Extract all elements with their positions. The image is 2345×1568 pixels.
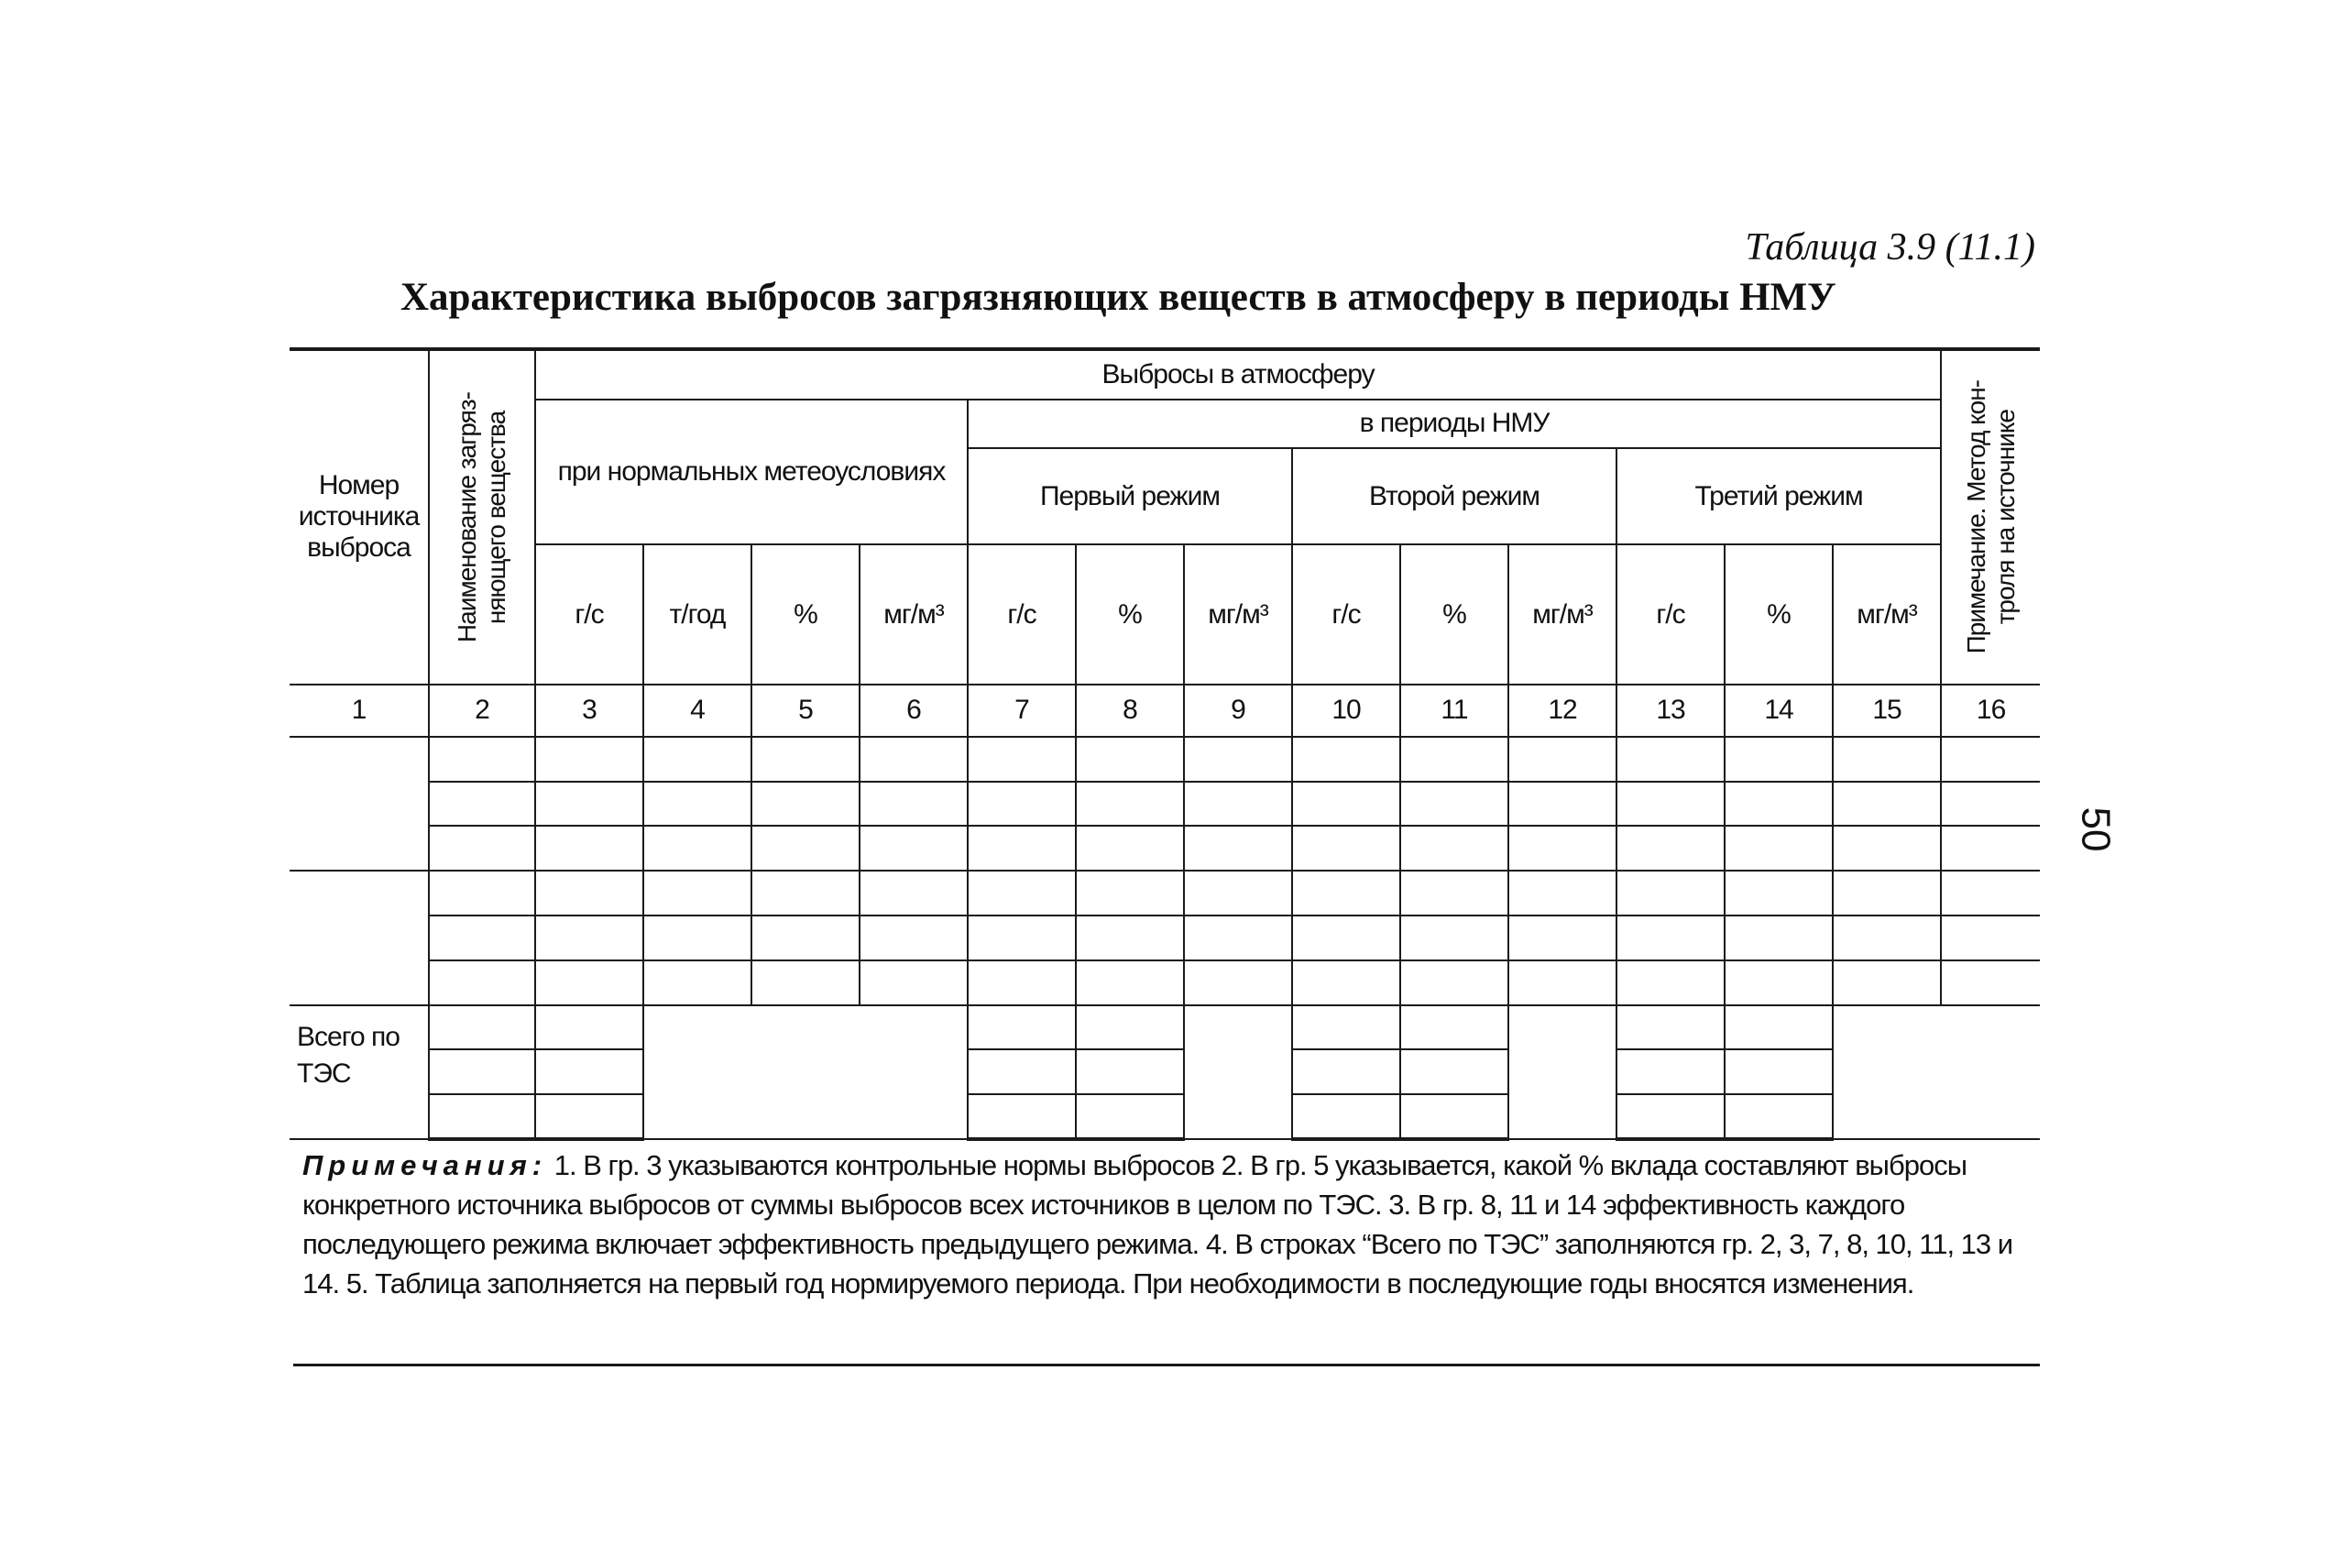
- unit-pct: %: [1725, 544, 1833, 684]
- table-cell: [1184, 737, 1292, 782]
- emissions-table: [290, 347, 2040, 1141]
- header-emissions: Выбросы в атмосферу: [535, 349, 1941, 400]
- column-number: 13: [1616, 685, 1725, 737]
- table-cell: [751, 782, 860, 827]
- blank-area: [1508, 1005, 1616, 1139]
- table-cell: [1076, 1094, 1184, 1139]
- table-cell: [1076, 960, 1184, 1005]
- column-number: 14: [1725, 685, 1833, 737]
- table-cell: [1725, 1094, 1833, 1139]
- table-cell: [968, 871, 1076, 916]
- table-cell: [968, 826, 1076, 871]
- table-cell: [1616, 871, 1725, 916]
- table-cell: [1076, 737, 1184, 782]
- table-cell: [1184, 960, 1292, 1005]
- table-cell: [751, 737, 860, 782]
- table-cell: [1400, 782, 1508, 827]
- table-cell: [1400, 1049, 1508, 1094]
- table-row: [290, 916, 2040, 960]
- table-cell: [429, 960, 535, 1005]
- table-cell: [643, 737, 751, 782]
- table-cell: [968, 782, 1076, 827]
- table-cell: [1184, 782, 1292, 827]
- table-cell: [429, 737, 535, 782]
- column-number: 3: [535, 685, 643, 737]
- table-cell: [429, 1094, 535, 1139]
- table-row: [290, 871, 2040, 916]
- table-cell: [429, 1005, 535, 1050]
- column-number: 1: [290, 685, 429, 737]
- column-number: 4: [643, 685, 751, 737]
- column-number: 11: [1400, 685, 1508, 737]
- table-cell: [1076, 782, 1184, 827]
- table-cell: [1725, 826, 1833, 871]
- table-cell: [535, 871, 643, 916]
- table-row: [290, 960, 2040, 1005]
- table-cell: [1292, 782, 1400, 827]
- table-cell: [1941, 960, 2040, 1005]
- table-cell: [535, 916, 643, 960]
- column-number: 15: [1833, 685, 1941, 737]
- table-cell: [643, 782, 751, 827]
- table-cell: [1616, 1049, 1725, 1094]
- blank-area: [643, 1005, 968, 1139]
- table-cell: [968, 1049, 1076, 1094]
- table-cell: [1292, 1094, 1400, 1139]
- unit-gs: г/с: [1616, 544, 1725, 684]
- table-cell: [1725, 1049, 1833, 1094]
- page-number: 50: [2073, 806, 2119, 852]
- column-number: 10: [1292, 685, 1400, 737]
- table-cell: [1616, 960, 1725, 1005]
- table-cell: [1616, 782, 1725, 827]
- table-cell: [1941, 737, 2040, 782]
- table-cell: [535, 1005, 643, 1050]
- table-row: [290, 782, 2040, 827]
- unit-gs: г/с: [535, 544, 643, 684]
- table-row: [290, 737, 2040, 782]
- total-row: [290, 1049, 2040, 1094]
- table-cell: [1184, 916, 1292, 960]
- table-cell: [1508, 871, 1616, 916]
- table-title: Характеристика выбросов загрязняющих веществ в атмосферу в периоды НМУ: [400, 276, 1836, 319]
- table-cell: [860, 826, 968, 871]
- total-label: Всего по ТЭС: [290, 1005, 429, 1139]
- unit-pct: %: [751, 544, 860, 684]
- table-cell: [1400, 737, 1508, 782]
- column-number: 16: [1941, 685, 2040, 737]
- table-cell: [1508, 737, 1616, 782]
- table-cell: [1508, 826, 1616, 871]
- table-cell: [1833, 871, 1941, 916]
- header-mode-2: Второй режим: [1292, 448, 1616, 545]
- column-number: 8: [1076, 685, 1184, 737]
- header-normal-conditions: при нормальных метеоусловиях: [535, 400, 968, 545]
- header-nmu-periods: в периоды НМУ: [968, 400, 1941, 448]
- table-cell: [643, 916, 751, 960]
- table-cell: [860, 782, 968, 827]
- table-cell: [1184, 826, 1292, 871]
- table-cell: [968, 960, 1076, 1005]
- table-cell: [1833, 960, 1941, 1005]
- table-cell: [535, 737, 643, 782]
- table-cell: [1508, 960, 1616, 1005]
- table-cell: [751, 960, 860, 1005]
- table-number-label: Таблица 3.9 (11.1): [1745, 226, 2035, 269]
- table-cell: [1725, 871, 1833, 916]
- table-cell: [1184, 871, 1292, 916]
- table-cell: [968, 737, 1076, 782]
- table-cell: [1508, 916, 1616, 960]
- table-cell: [535, 782, 643, 827]
- table-cell: [1833, 737, 1941, 782]
- table-cell: [1292, 826, 1400, 871]
- table-cell: [1833, 782, 1941, 827]
- unit-mgm3: мг/м³: [1833, 544, 1941, 684]
- table-cell: [535, 1094, 643, 1139]
- total-row: [290, 1005, 2040, 1050]
- unit-gs: г/с: [968, 544, 1076, 684]
- table-cell: [1508, 782, 1616, 827]
- table-cell: [1400, 826, 1508, 871]
- table-cell: [860, 960, 968, 1005]
- unit-tyear: т/год: [643, 544, 751, 684]
- unit-mgm3: мг/м³: [1508, 544, 1616, 684]
- header-mode-3: Третий режим: [1616, 448, 1941, 545]
- source-number-cell: [290, 737, 429, 871]
- source-number-cell: [290, 871, 429, 1004]
- unit-pct: %: [1076, 544, 1184, 684]
- table-cell: [1725, 737, 1833, 782]
- header-source-number: Номер источника выброса: [290, 349, 429, 685]
- table-cell: [1725, 960, 1833, 1005]
- column-number: 7: [968, 685, 1076, 737]
- table-cell: [1833, 916, 1941, 960]
- table-cell: [1292, 916, 1400, 960]
- table-cell: [429, 1049, 535, 1094]
- table-cell: [1616, 737, 1725, 782]
- table-cell: [860, 916, 968, 960]
- table-cell: [1076, 1005, 1184, 1050]
- table-cell: [1941, 782, 2040, 827]
- table-cell: [1292, 871, 1400, 916]
- table-cell: [1725, 1005, 1833, 1050]
- table-cell: [1616, 916, 1725, 960]
- table-cell: [429, 916, 535, 960]
- table-cell: [429, 871, 535, 916]
- table-cell: [643, 960, 751, 1005]
- table-cell: [535, 826, 643, 871]
- table-cell: [1400, 916, 1508, 960]
- header-note-method: Примечание. Метод кон- троля на источнике: [1941, 349, 2040, 685]
- table-cell: [1400, 871, 1508, 916]
- total-row: [290, 1094, 2040, 1139]
- unit-mgm3: мг/м³: [860, 544, 968, 684]
- column-number: 9: [1184, 685, 1292, 737]
- table-cell: [1725, 782, 1833, 827]
- table-cell: [751, 916, 860, 960]
- table-cell: [429, 826, 535, 871]
- table-cell: [1400, 960, 1508, 1005]
- table-cell: [1292, 960, 1400, 1005]
- notes-body: 1. В гр. 3 указываются контрольные нормы выбросов 2. В гр. 5 указывается, какой % вклада составляют выбросы конкретного источника выбросов от суммы выбросов всех источников в целом по ТЭС. 3. В гр. 8, 11 и 14 эффективность каждого последующего режима включает эффективность предыдущего режима. 4. В строках “Всего по ТЭС” заполняются гр. 2, 3, 7, 8, 10, 11, 13 и 14. 5. Таблица заполняется на первый год нормируемого периода. При необходимости в последующие годы вносятся изменения.: [302, 1149, 2013, 1299]
- table-cell: [643, 826, 751, 871]
- table-cell: [1616, 1005, 1725, 1050]
- blank-area: [1184, 1005, 1292, 1139]
- table-cell: [535, 1049, 643, 1094]
- table-cell: [1941, 871, 2040, 916]
- column-number: 12: [1508, 685, 1616, 737]
- column-number-row: [290, 685, 2040, 737]
- unit-mgm3: мг/м³: [1184, 544, 1292, 684]
- table-cell: [1076, 1049, 1184, 1094]
- table-cell: [968, 1094, 1076, 1139]
- column-number: 2: [429, 685, 535, 737]
- table-cell: [1725, 916, 1833, 960]
- table-cell: [1941, 826, 2040, 871]
- blank-area: [1833, 1005, 2040, 1139]
- table-cell: [1616, 826, 1725, 871]
- table-cell: [1076, 826, 1184, 871]
- notes-heading: Примечания:: [302, 1149, 548, 1181]
- table-cell: [1076, 916, 1184, 960]
- table-cell: [1833, 826, 1941, 871]
- table-cell: [860, 737, 968, 782]
- header-mode-1: Первый режим: [968, 448, 1292, 545]
- bottom-rule: [293, 1364, 2040, 1366]
- table-cell: [535, 960, 643, 1005]
- table-row: [290, 826, 2040, 871]
- table-cell: [1400, 1005, 1508, 1050]
- table-cell: [1292, 1049, 1400, 1094]
- table-cell: [1941, 916, 2040, 960]
- table-cell: [751, 871, 860, 916]
- table-cell: [429, 782, 535, 827]
- table-cell: [1400, 1094, 1508, 1139]
- unit-pct: %: [1400, 544, 1508, 684]
- table-cell: [968, 1005, 1076, 1050]
- column-number: 5: [751, 685, 860, 737]
- table-cell: [1076, 871, 1184, 916]
- unit-gs: г/с: [1292, 544, 1400, 684]
- header-substance-name: Наименование загряз- няющего вещества: [429, 349, 535, 685]
- table-cell: [1292, 737, 1400, 782]
- table-cell: [860, 871, 968, 916]
- table-cell: [1616, 1094, 1725, 1139]
- table-cell: [751, 826, 860, 871]
- table-cell: [1292, 1005, 1400, 1050]
- table-cell: [968, 916, 1076, 960]
- notes: [302, 1146, 2034, 1303]
- column-number: 6: [860, 685, 968, 737]
- table-cell: [643, 871, 751, 916]
